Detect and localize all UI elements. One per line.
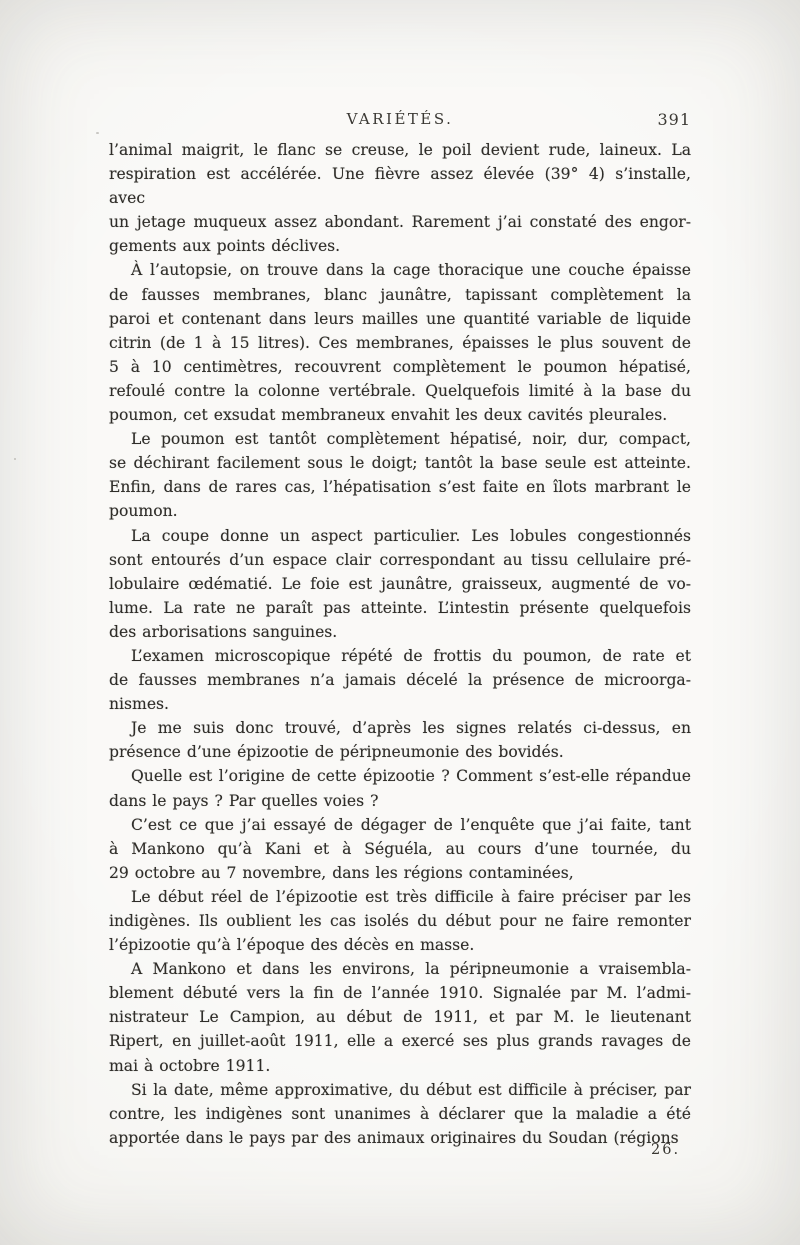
text-line: lobulaire œdématié. Le foie est jaunâtre, graisseux, augmenté de vo-: [109, 574, 691, 593]
text-line: citrin (de 1 à 15 litres). Ces membranes, épaisses le plus souvent de: [109, 333, 691, 352]
text-line: nismes.: [109, 695, 170, 714]
paragraph: [109, 813, 691, 885]
text-line: des arborisations sanguines.: [109, 622, 338, 641]
running-head: [109, 110, 691, 132]
paragraph: [109, 1078, 691, 1150]
paragraph: [109, 427, 691, 523]
signature-mark: 26.: [651, 1142, 681, 1158]
paragraph: [109, 138, 691, 258]
text-line: apportée dans le pays par des animaux originaires du Soudan (régions: [109, 1128, 679, 1147]
text-line: Quelle est l’origine de cette épizootie ? Comment s’est-elle répandue: [131, 767, 691, 786]
text-line: La coupe donne un aspect particulier. Les lobules congestionnés: [131, 526, 691, 545]
page-number: 391: [657, 110, 691, 129]
text-line: L’examen microscopique répété de frottis du poumon, de rate et: [131, 646, 691, 665]
text-line: indigènes. Ils oublient les cas isolés du début pour ne faire remonter: [109, 912, 691, 930]
paragraph: [109, 957, 691, 1077]
text-line: 29 octobre au 7 novembre, dans les régions contaminées,: [109, 863, 574, 882]
text-line: de fausses membranes n’a jamais décelé la présence de microorga-: [109, 671, 691, 690]
paragraph: [109, 885, 691, 957]
text-line: À l’autopsie, on trouve dans la cage thoracique une couche épaisse: [131, 261, 691, 280]
text-line: Le poumon est tantôt complètement hépatisé, noir, dur, compact,: [131, 430, 691, 449]
text-line: Si la date, même approximative, du début est difficile à préciser, par: [131, 1080, 691, 1099]
text-line: refoulé contre la colonne vertébrale. Quelquefois limité à la base du: [109, 381, 691, 400]
text-line: l’épizootie qu’à l’époque des décès en masse.: [109, 936, 475, 955]
text-line: dans le pays ? Par quelles voies ?: [109, 791, 379, 810]
paragraph: [109, 764, 691, 812]
text-line: se déchirant facilement sous le doigt; tantôt la base seule est atteinte.: [109, 454, 691, 473]
text-line: blement débuté vers la fin de l’année 1910. Signalée par M. l’admi-: [109, 984, 691, 1003]
text-line: A Mankono et dans les environs, la péripneumonie a vraisembla-: [131, 960, 691, 979]
scan-speck: [14, 458, 16, 460]
text-line: respiration est accélérée. Une fièvre assez élevée (39° 4) s’installe, avec: [109, 165, 691, 208]
text-line: présence d’une épizootie de péripneumonie des bovidés.: [109, 743, 564, 762]
text-line: 5 à 10 centimètres, recouvrent complètement le poumon hépatisé,: [109, 357, 691, 376]
paragraph: [109, 644, 691, 716]
text-line: C’est ce que j’ai essayé de dégager de l’enquête que j’ai faite, tant: [131, 815, 691, 834]
text-line: Le début réel de l’épizootie est très difficile à faire préciser par les: [131, 887, 691, 906]
text-line: un jetage muqueux assez abondant. Rarement j’ai constaté des engor-: [109, 213, 691, 232]
paragraph: [109, 258, 691, 427]
text-line: poumon.: [109, 502, 178, 521]
text-line: contre, les indigènes sont unanimes à déclarer que la maladie a été: [109, 1104, 691, 1123]
text-body: [109, 138, 691, 1150]
scan-speck: [96, 132, 99, 134]
text-line: de fausses membranes, blanc jaunâtre, tapissant complètement la: [109, 285, 691, 304]
paragraph: [109, 524, 691, 644]
text-line: mai à octobre 1911.: [109, 1056, 271, 1075]
text-line: Je me suis donc trouvé, d’après les signes relatés ci-dessus, en: [131, 719, 691, 738]
text-line: l’animal maigrit, le flanc se creuse, le poil devient rude, laineux. La: [109, 141, 691, 159]
text-line: lume. La rate ne paraît pas atteinte. L’intestin présente quelquefois: [109, 598, 691, 617]
text-line: Enfin, dans de rares cas, l’hépatisation s’est faite en îlots marbrant le: [109, 478, 691, 497]
text-line: sont entourés d’un espace clair correspondant au tissu cellulaire pré-: [109, 550, 691, 569]
text-line: gements aux points déclives.: [109, 237, 341, 256]
text-line: paroi et contenant dans leurs mailles une quantité variable de liquide: [109, 309, 691, 328]
text-line: à Mankono qu’à Kani et à Séguéla, au cours d’une tournée, du: [109, 839, 691, 858]
text-line: Ripert, en juillet-août 1911, elle a exercé ses plus grands ravages de: [109, 1032, 691, 1051]
paragraph: [109, 716, 691, 764]
text-line: poumon, cet exsudat membraneux envahit les deux cavités pleurales.: [109, 406, 668, 425]
running-title: VARIÉTÉS.: [346, 110, 454, 128]
text-line: nistrateur Le Campion, au début de 1911, et par M. le lieutenant: [109, 1008, 691, 1027]
